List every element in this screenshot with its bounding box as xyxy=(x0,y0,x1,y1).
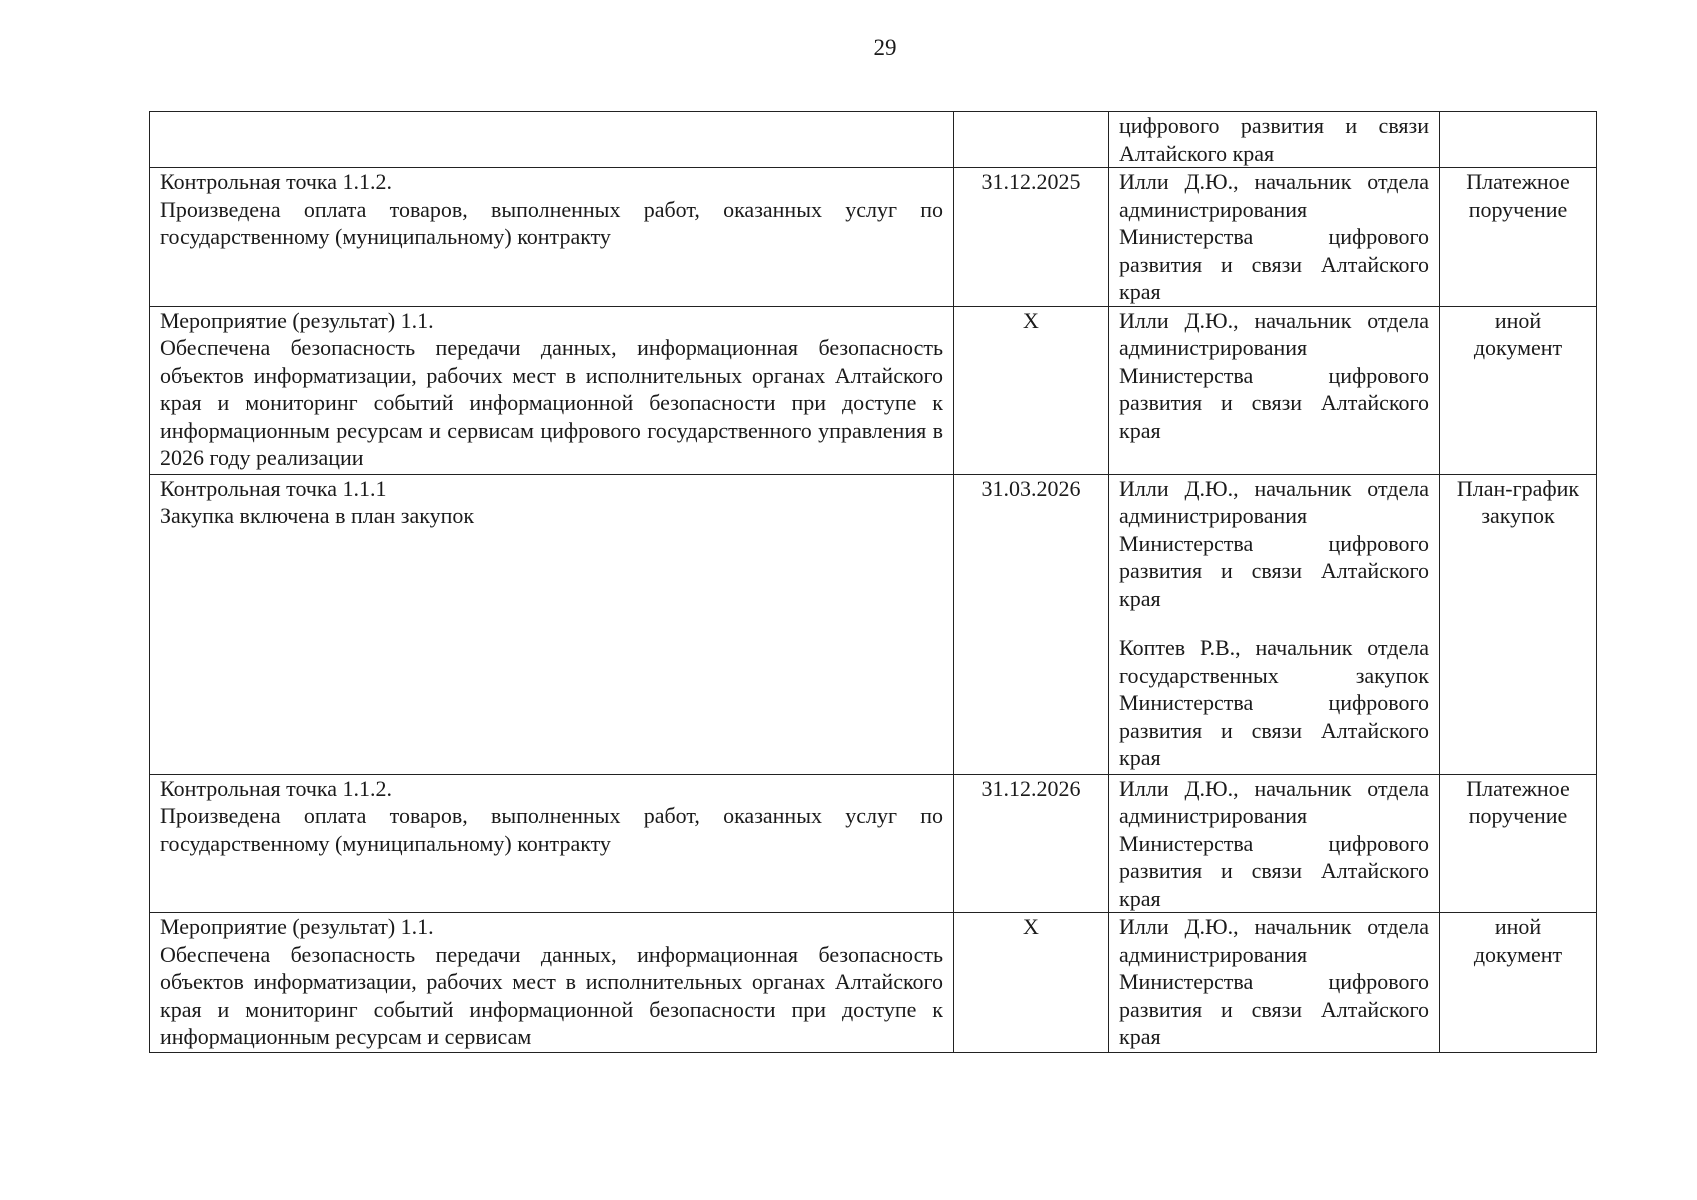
responsible-cell xyxy=(1109,474,1440,774)
document-cell: Платежное поручение xyxy=(1440,168,1597,307)
responsible-cell xyxy=(1109,168,1440,307)
table-row xyxy=(150,474,1597,774)
row-text: Обеспечена безопасность передачи данных, информационная безопасность объектов информатизации, рабочих мест в исполнительных органах Алтайского края и мониторинг событий информационной безопасности при доступе к информационным ресурсам и сервисам цифрового государственного управления в 2026 году реализации xyxy=(160,335,943,470)
row-title: Контрольная точка 1.1.1 xyxy=(160,475,387,501)
table-row xyxy=(150,168,1597,307)
responsible-cell xyxy=(1109,774,1440,913)
row-title: Мероприятие (результат) 1.1. xyxy=(160,307,434,333)
table-row xyxy=(150,306,1597,474)
row-text: Произведена оплата товаров, выполненных работ, оказанных услуг по государственному (муниципальному) контракту xyxy=(160,803,943,856)
description-cell xyxy=(150,306,954,474)
responsible-person: цифрового развития и связи Алтайского края xyxy=(1119,113,1429,166)
responsible-person: Илли Д.Ю., начальник отдела администрирования Министерства цифрового развития и связи Алтайского края xyxy=(1119,914,1429,1049)
responsible-person: Илли Д.Ю., начальник отдела администрирования Министерства цифрового развития и связи Алтайского края xyxy=(1119,775,1429,911)
responsible-person: Илли Д.Ю., начальник отдела администрирования Министерства цифрового развития и связи Алтайского края xyxy=(1119,169,1429,304)
row-title: Контрольная точка 1.1.2. xyxy=(160,169,393,194)
row-text: Закупка включена в план закупок xyxy=(160,503,475,528)
document-cell: иной документ xyxy=(1440,913,1597,1053)
date-cell: 31.12.2025 xyxy=(954,168,1109,307)
row-title: Контрольная точка 1.1.2. xyxy=(160,775,393,801)
date-cell: 31.03.2026 xyxy=(954,474,1109,774)
responsible-cell xyxy=(1109,913,1440,1053)
date-cell: X xyxy=(954,306,1109,474)
description-cell xyxy=(150,474,954,774)
page-number: 29 xyxy=(873,35,897,60)
schedule-table xyxy=(149,111,1597,1053)
row-title: Мероприятие (результат) 1.1. xyxy=(160,914,434,939)
responsible-cell xyxy=(1109,112,1440,168)
date-cell: X xyxy=(954,913,1109,1053)
document-cell: иной документ xyxy=(1440,306,1597,474)
description-cell xyxy=(150,913,954,1053)
document-cell: План-график закупок xyxy=(1440,474,1597,774)
responsible-cell xyxy=(1109,306,1440,474)
responsible-person: Илли Д.Ю., начальник отдела администрирования Министерства цифрового развития и связи Алтайского края xyxy=(1119,307,1429,443)
description-cell xyxy=(150,774,954,913)
spacer xyxy=(1119,612,1429,634)
table-row xyxy=(150,774,1597,913)
document-cell xyxy=(1440,112,1597,168)
date-cell: 31.12.2026 xyxy=(954,774,1109,913)
description-cell xyxy=(150,112,954,168)
document-cell: Платежное поручение xyxy=(1440,774,1597,913)
row-text: Обеспечена безопасность передачи данных, информационная безопасность объектов информатизации, рабочих мест в исполнительных органах Алтайского края и мониторинг событий информационной безопасности при доступе к информационным ресурсам и сервисам xyxy=(160,941,943,1049)
table-row xyxy=(150,913,1597,1053)
table-row xyxy=(150,112,1597,168)
description-cell xyxy=(150,168,954,307)
row-text: Произведена оплата товаров, выполненных работ, оказанных услуг по государственному (муниципальному) контракту xyxy=(160,196,943,249)
responsible-person: Коптев Р.В., начальник отдела государственных закупок Министерства цифрового развития и связи Алтайского края xyxy=(1119,635,1429,770)
date-cell xyxy=(954,112,1109,168)
responsible-person: Илли Д.Ю., начальник отдела администрирования Министерства цифрового развития и связи Алтайского края xyxy=(1119,475,1429,611)
